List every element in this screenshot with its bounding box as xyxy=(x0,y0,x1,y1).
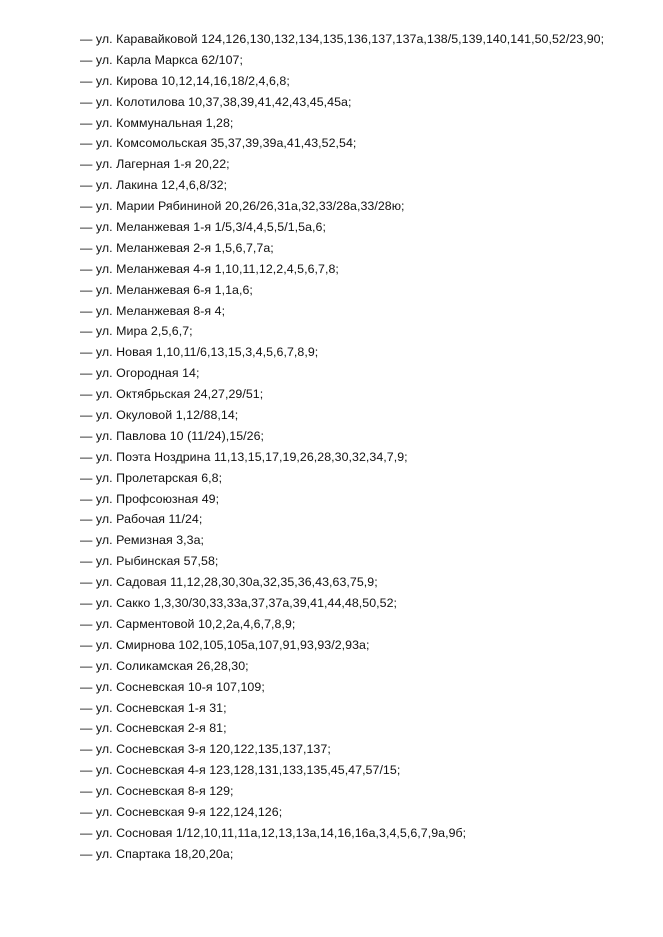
list-item: — ул. Лагерная 1-я 20,22; xyxy=(80,157,230,172)
list-item: — ул. Окуловой 1,12/88,14; xyxy=(80,408,239,423)
list-item: — ул. Мира 2,5,6,7; xyxy=(80,324,193,339)
list-item: — ул. Сосневская 1-я 31; xyxy=(80,700,227,715)
list-item: — ул. Сосневская 8-я 129; xyxy=(80,784,234,799)
list-item: — ул. Рабочая 11/24; xyxy=(80,512,203,527)
list-item: — ул. Сосневская 3-я 120,122,135,137,137; xyxy=(80,742,331,757)
list-item: — ул. Меланжевая 4-я 1,10,11,12,2,4,5,6,7,8; xyxy=(80,261,339,276)
list-item: — ул. Рыбинская 57,58; xyxy=(80,554,219,569)
list-item: — ул. Сарментовой 10,2,2а,4,6,7,8,9; xyxy=(80,616,296,631)
list-item: — ул. Сосновая 1/12,10,11,11а,12,13,13а,14,16,16а,3,4,5,6,7,9а,9б; xyxy=(80,825,467,840)
list-item: — ул. Сосневская 9-я 122,124,126; xyxy=(80,804,283,819)
list-item: — ул. Октябрьская 24,27,29/51; xyxy=(80,387,264,402)
list-item: — ул. Колотилова 10,37,38,39,41,42,43,45,45а; xyxy=(80,94,352,109)
list-item: — ул. Смирнова 102,105,105а,107,91,93,93/2,93а; xyxy=(80,637,370,652)
list-item: — ул. Поэта Ноздрина 11,13,15,17,19,26,28,30,32,34,7,9; xyxy=(80,449,408,464)
list-item: — ул. Огородная 14; xyxy=(80,366,200,381)
list-item: — ул. Сосневская 10-я 107,109; xyxy=(80,679,265,694)
list-item: — ул. Карла Маркса 62/107; xyxy=(80,52,243,67)
list-item: — ул. Павлова 10 (11/24),15/26; xyxy=(80,428,265,443)
list-item: — ул. Меланжевая 1-я 1/5,3/4,4,5,5/1,5а,6; xyxy=(80,220,326,235)
list-item: — ул. Пролетарская 6,8; xyxy=(80,470,223,485)
list-item: — ул. Соликамская 26,28,30; xyxy=(80,658,249,673)
list-item: — ул. Комсомольская 35,37,39,39а,41,43,52,54; xyxy=(80,136,357,151)
list-item: — ул. Новая 1,10,11/6,13,15,3,4,5,6,7,8,9; xyxy=(80,345,319,360)
list-item: — ул. Лакина 12,4,6,8/32; xyxy=(80,178,228,193)
list-item: — ул. Меланжевая 6-я 1,1а,6; xyxy=(80,282,253,297)
list-item: — ул. Сосневская 4-я 123,128,131,133,135,45,47,57/15; xyxy=(80,763,401,778)
list-item: — ул. Меланжевая 8-я 4; xyxy=(80,303,226,318)
list-item: — ул. Сосневская 2-я 81; xyxy=(80,721,227,736)
list-item: — ул. Сакко 1,3,30/30,33,33а,37,37а,39,41,44,48,50,52; xyxy=(80,596,398,611)
list-item: — ул. Спартака 18,20,20а; xyxy=(80,846,234,861)
list-item: — ул. Ремизная 3,3а; xyxy=(80,533,205,548)
list-item: — ул. Коммунальная 1,28; xyxy=(80,115,234,130)
list-item: — ул. Меланжевая 2-я 1,5,6,7,7а; xyxy=(80,240,274,255)
street-address-list xyxy=(80,29,604,865)
list-item: — ул. Каравайковой 124,126,130,132,134,135,136,137,137а,138/5,139,140,141,50,52/23,90; xyxy=(80,32,605,46)
list-item: — ул. Профсоюзная 49; xyxy=(80,491,220,506)
list-item: — ул. Садовая 11,12,28,30,30а,32,35,36,43,63,75,9; xyxy=(80,575,378,590)
list-item: — ул. Марии Рябининой 20,26/26,31а,32,33/28а,33/28ю; xyxy=(80,199,405,214)
list-item: — ул. Кирова 10,12,14,16,18/2,4,6,8; xyxy=(80,73,290,88)
